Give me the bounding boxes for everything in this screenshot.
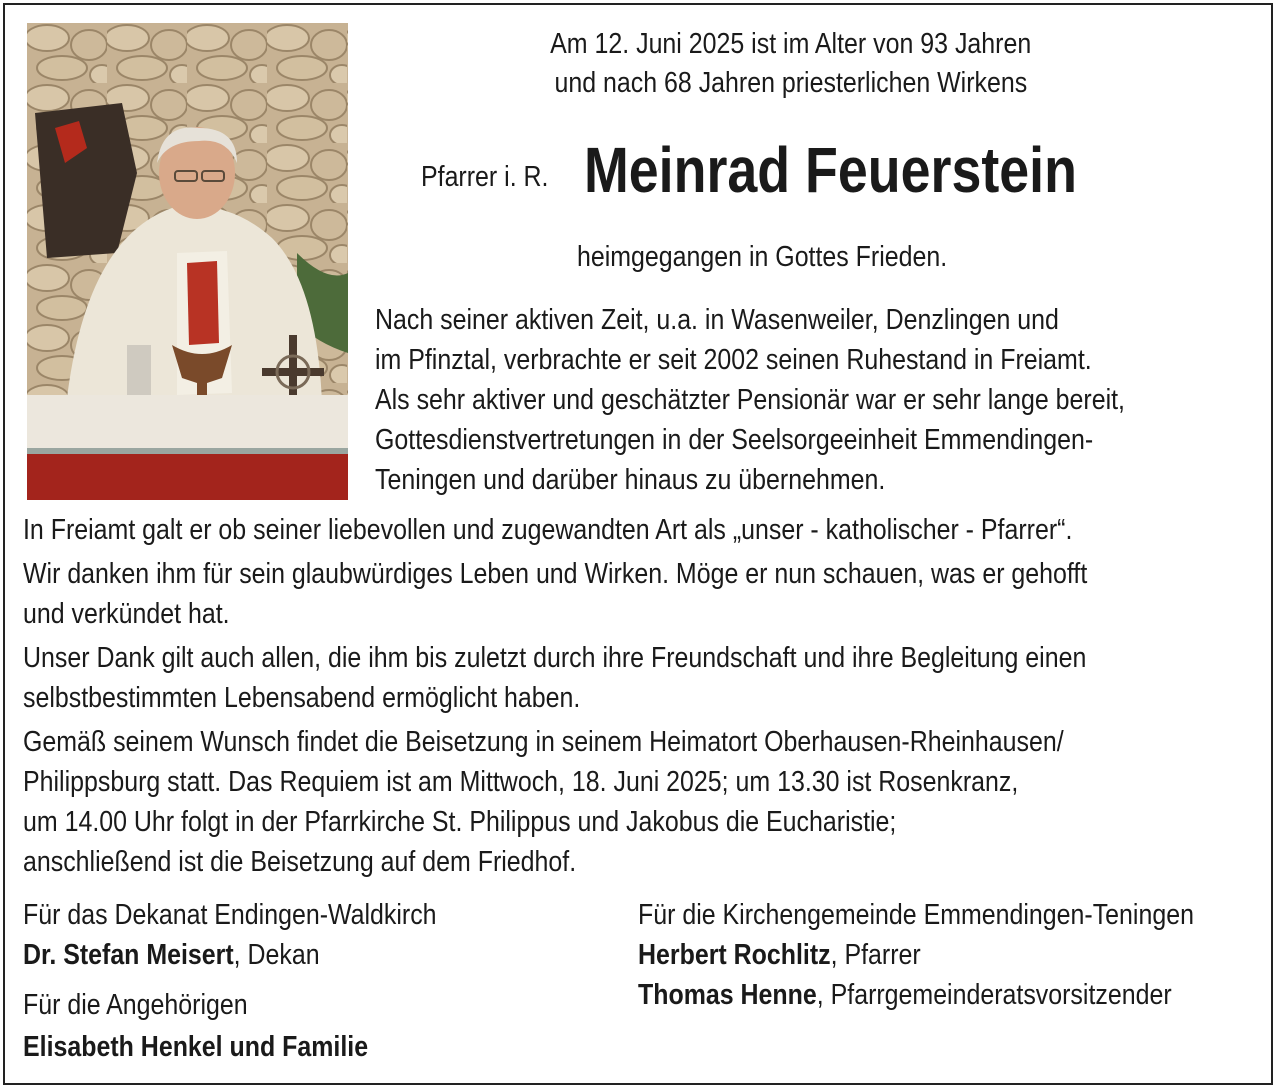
angehoerige-heading: Für die Angehörigen	[23, 989, 248, 1021]
kirchengemeinde-heading: Für die Kirchengemeinde Emmendingen-Teningen	[638, 899, 1194, 931]
body-line: um 14.00 Uhr folgt in der Pfarrkirche St. Philippus und Jakobus die Eucharistie;	[23, 806, 897, 838]
intro-line-2: und nach 68 Jahren priesterlichen Wirkens	[554, 67, 1028, 99]
vorsitzender-signature	[638, 975, 1172, 1015]
body-line: anschließend ist die Beisetzung auf dem Friedhof.	[23, 846, 577, 878]
body-line: Wir danken ihm für sein glaubwürdiges Leben und Wirken. Möge er nun schauen, was er gehofft	[23, 558, 1088, 590]
intro-line-1: Am 12. Juni 2025 ist im Alter von 93 Jahren	[550, 28, 1032, 60]
angehoerige-name: Elisabeth Henkel und Familie	[23, 1031, 369, 1063]
body-line: selbstbestimmten Lebensabend ermöglicht haben.	[23, 682, 581, 714]
subtitle: heimgegangen in Gottes Frieden.	[577, 241, 948, 273]
dekanat-heading: Für das Dekanat Endingen-Waldkirch	[23, 899, 437, 931]
body-line: Unser Dank gilt auch allen, die ihm bis zuletzt durch ihre Freundschaft und ihre Begleitung einen	[23, 642, 1087, 674]
vorsitzender-role: , Pfarrgemeinderatsvorsitzender	[816, 979, 1172, 1011]
dekan-name: Dr. Stefan Meisert	[23, 939, 234, 971]
pfarrer-signature	[638, 935, 921, 975]
paragraph-line: Als sehr aktiver und geschätzter Pensionär war er sehr lange bereit,	[375, 384, 1125, 416]
body-line: Philippsburg statt. Das Requiem ist am Mittwoch, 18. Juni 2025; um 13.30 ist Rosenkranz,	[23, 766, 1019, 798]
body-line: Gemäß seinem Wunsch findet die Beisetzung in seinem Heimatort Oberhausen-Rheinhausen/	[23, 726, 1064, 758]
dekan-role: , Dekan	[233, 939, 320, 971]
title-prefix: Pfarrer i. R.	[421, 161, 549, 193]
paragraph-line: Teningen und darüber hinaus zu übernehmen.	[375, 464, 886, 496]
pfarrer-name: Herbert Rochlitz	[638, 939, 831, 971]
deceased-name: Meinrad Feuerstein	[584, 134, 1077, 206]
body-line: und verkündet hat.	[23, 598, 230, 630]
dekanat-signature	[23, 935, 320, 975]
paragraph-line: Gottesdienstvertretungen in der Seelsorgeeinheit Emmendingen-	[375, 424, 1094, 456]
priest-photo	[27, 23, 348, 500]
body-line: In Freiamt galt er ob seiner liebevollen und zugewandten Art als „unser - katholischer - Pfarrer“.	[23, 514, 1073, 546]
paragraph-line: im Pfinztal, verbrachte er seit 2002 seinen Ruhestand in Freiamt.	[375, 344, 1092, 376]
pfarrer-role: , Pfarrer	[830, 939, 921, 971]
paragraph-line: Nach seiner aktiven Zeit, u.a. in Wasenweiler, Denzlingen und	[375, 304, 1059, 336]
vorsitzender-name: Thomas Henne	[638, 979, 817, 1011]
